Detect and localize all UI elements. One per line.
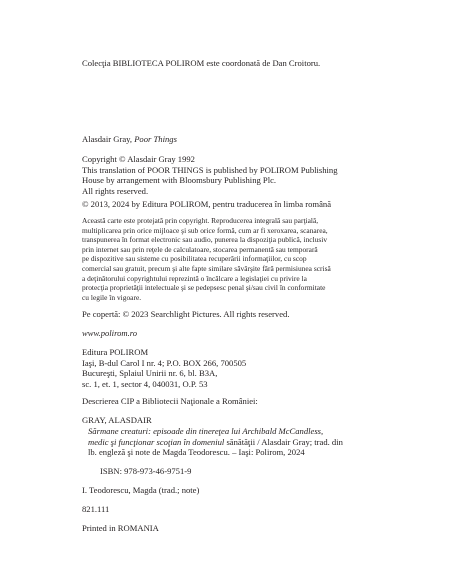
isbn: ISBN: 978-973-46-9751-9 (100, 466, 192, 476)
polirom-copyright: © 2013, 2024 by Editura POLIROM, pentru traducerea în limba română (82, 199, 332, 209)
legal-notice-line: prin internet sau prin reţele de calculatoare, stocarea permanentă sau temporară (82, 244, 318, 254)
cip-heading: Descrierea CIP a Bibliotecii Naţionale a României: (82, 396, 258, 406)
series-coordinator-note: Colecţia BIBLIOTECA POLIROM este coordonată de Dan Croitoru. (82, 58, 321, 68)
cip-description (88, 426, 388, 458)
legal-notice-line: pe dispozitive sau sisteme cu posibilitatea recuperării informaţiilor, cu scop (82, 254, 307, 264)
author-title-line (82, 134, 382, 145)
address-iasi: Iaşi, B-dul Carol I nr. 4; P.O. BOX 266, 700505 (82, 357, 247, 368)
classification-number: 821.111 (82, 504, 110, 514)
cip-translation-line: lb. engleză şi note de Magda Teodorescu. – Iaşi: Polirom, 2024 (88, 447, 305, 458)
legal-notice (82, 216, 382, 302)
website-link: www.polirom.ro (82, 328, 138, 338)
cip-title-line: Sărmane creaturi: episoade din tinereţea lui Archibald McCandless, (88, 426, 324, 436)
cip-subtitle-line: medic şi funcţionar scoţian în domeniul sănătăţii / Alasdair Gray; trad. din (88, 436, 343, 447)
author-name: Alasdair Gray, (82, 134, 135, 144)
legal-notice-line: comercial sau gratuit, precum şi alte fapte similare săvârşite fără permisiunea scrisă (82, 263, 331, 273)
arrangement-line: House by arrangement with Bloomsbury Publishing Plc. (82, 175, 277, 186)
translator-entry: I. Teodorescu, Magda (trad.; note) (82, 485, 200, 495)
publisher-name: Editura POLIROM (82, 347, 149, 357)
original-copyright-block (82, 154, 382, 196)
cover-credit: Pe copertă: © 2023 Searchlight Pictures. All rights reserved. (82, 309, 290, 319)
printed-in: Printed in ROMANIA (82, 523, 159, 533)
legal-notice-line: multiplicarea prin orice mijloace şi sub orice formă, cum ar fi xeroxarea, scanarea, (82, 225, 328, 235)
legal-notice-line: cu legile în vigoare. (82, 292, 142, 302)
legal-notice-line: protecţia proprietăţii intelectuale şi se pedepsesc penal şi/sau civil în conformitate (82, 283, 326, 293)
legal-notice-line: transpunerea în format electronic sau audio, punerea la dispoziţia publică, inclusiv (82, 235, 328, 245)
legal-notice-line: a deţinătorului copyrightului reprezintă o încălcare a legislaţiei cu privire la (82, 273, 307, 283)
copyright-line: Copyright © Alasdair Gray 1992 (82, 154, 195, 164)
rights-reserved-line: All rights reserved. (82, 185, 149, 196)
address-bucuresti-detail: sc. 1, et. 1, sector 4, 040031, O.P. 53 (82, 378, 208, 389)
cip-author: GRAY, ALASDAIR (82, 415, 152, 425)
publisher-address (82, 347, 382, 389)
translation-line: This translation of POOR THINGS is published by POLIROM Publishing (82, 164, 338, 175)
book-title: Poor Things (134, 134, 177, 144)
legal-notice-line: Această carte este protejată prin copyright. Reproducerea integrală sau parţială, (82, 216, 319, 225)
address-bucuresti: Bucureşti, Splaiul Unirii nr. 6, bl. B3A, (82, 368, 218, 379)
